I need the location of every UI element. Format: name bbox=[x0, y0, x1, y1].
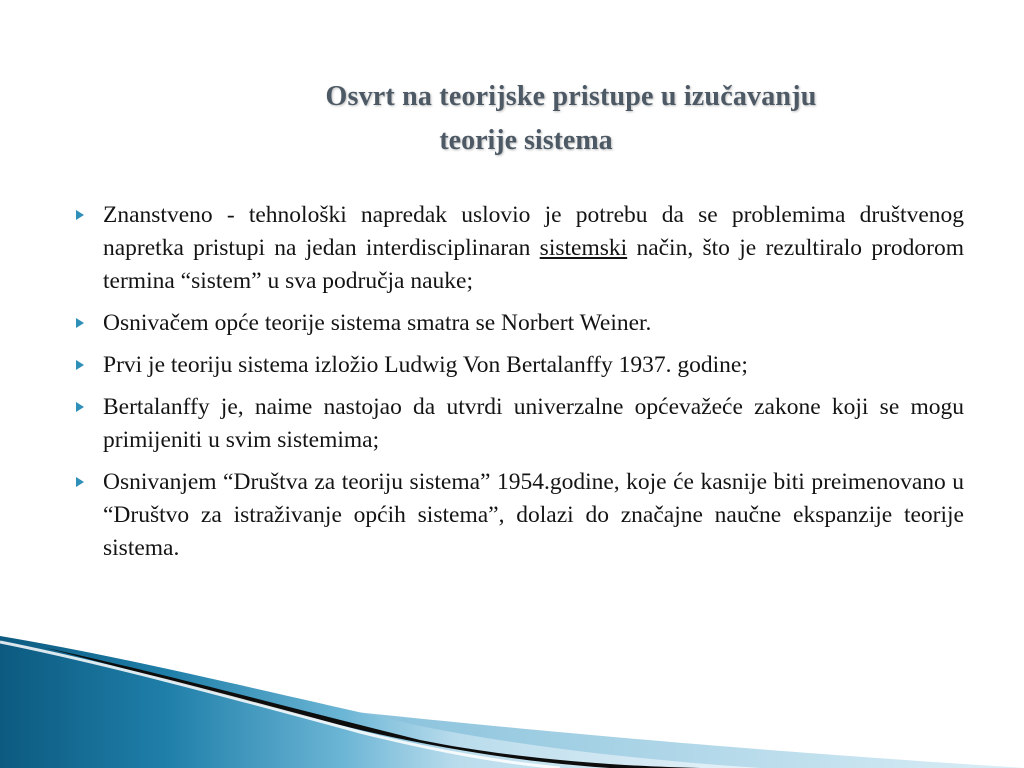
slide-title bbox=[0, 80, 1024, 158]
bullet-item bbox=[76, 466, 964, 565]
bullet-arrow-icon bbox=[76, 477, 84, 487]
bullet-text-underlined: sistemski bbox=[539, 235, 628, 261]
bullet-text-end: način, što je rezultiralo prodorom termina “sistem” u sva područja nauke; bbox=[103, 235, 964, 294]
bullet-text-start: Znanstveno - tehnološki napredak uslovio je potrebu da se problemima društvenog napretka pristupi na jedan interdisciplinaran bbox=[103, 202, 964, 261]
bullet-arrow-icon bbox=[76, 318, 84, 328]
title-line-2: teorije sistema bbox=[439, 125, 613, 156]
bullet-arrow-icon bbox=[76, 360, 84, 370]
bullet-list bbox=[76, 199, 964, 574]
bullet-text: Bertalanffy je, naime nastojao da utvrdi univerzalne općevažeće zakone koji se mogu primijeniti u svim sistemima; bbox=[103, 394, 964, 453]
bullet-item bbox=[76, 307, 964, 340]
title-line-1: Osvrt na teorijske pristupe u izučavanju bbox=[325, 81, 817, 112]
bullet-text: Prvi je teoriju sistema izložio Ludwig Von Bertalanffy 1937. godine; bbox=[103, 352, 748, 378]
bullet-arrow-icon bbox=[76, 210, 84, 220]
bullet-item bbox=[76, 391, 964, 457]
bullet-arrow-icon bbox=[76, 402, 84, 412]
bullet-item bbox=[76, 199, 964, 298]
bullet-text: Osnivanjem “Društva za teoriju sistema” 1954.godine, koje će kasnije biti preimenovano u “Društvo za istraživanje općih sistema”, dolazi do značajne naučne ekspanzije teorije sistema. bbox=[103, 469, 964, 561]
bullet-text: Osnivačem opće teorije sistema smatra se Norbert Weiner. bbox=[103, 310, 652, 336]
decorative-wave bbox=[0, 628, 1024, 768]
bullet-item bbox=[76, 349, 964, 382]
